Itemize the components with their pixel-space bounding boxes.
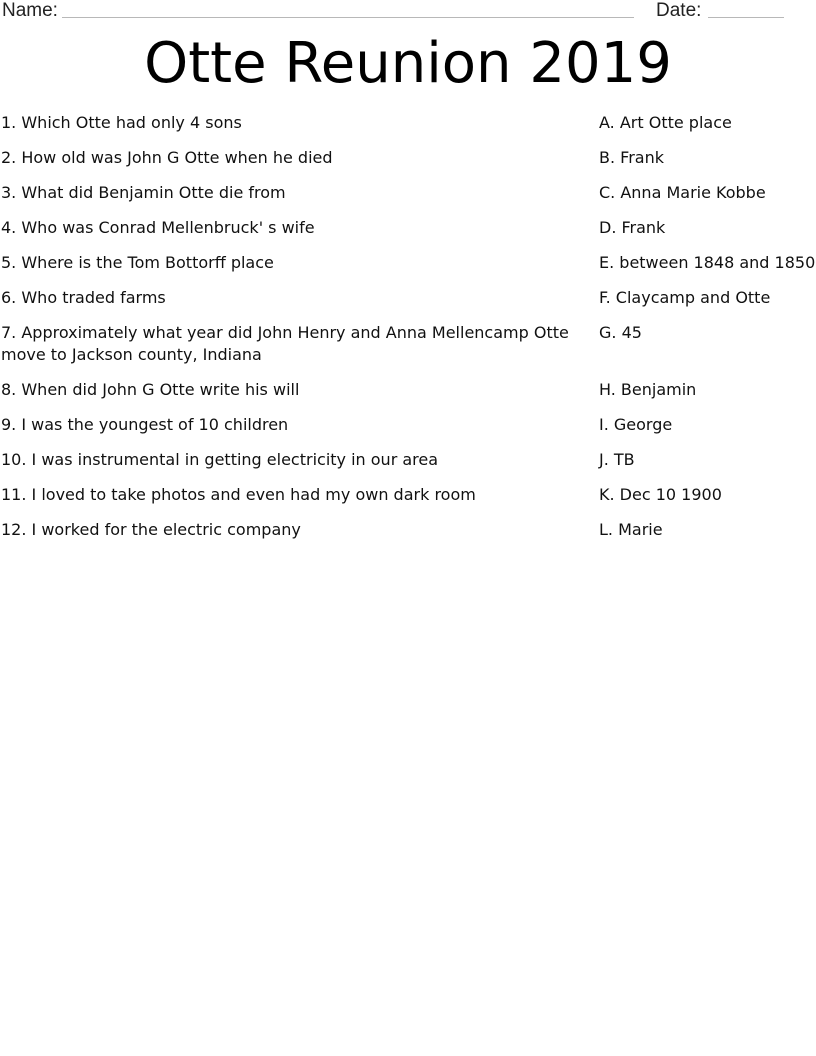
question-row-9	[0, 414, 816, 436]
question-text: 7. Approximately what year did John Henry and Anna Mellencamp Otte move to Jackson county, Indiana	[1, 323, 569, 364]
answer-choice: D. Frank	[599, 218, 666, 237]
question-text: 1. Which Otte had only 4 sons	[1, 113, 242, 132]
question-text: 3. What did Benjamin Otte die from	[1, 183, 286, 202]
matching-questions-list	[0, 112, 816, 554]
answer-choice: A. Art Otte place	[599, 113, 732, 132]
name-blank-line	[62, 17, 634, 18]
question-text: 4. Who was Conrad Mellenbruck' s wife	[1, 218, 315, 237]
question-text: 2. How old was John G Otte when he died	[1, 148, 333, 167]
question-row-11	[0, 484, 816, 506]
question-text: 11. I loved to take photos and even had my own dark room	[1, 485, 476, 504]
question-text: 6. Who traded farms	[1, 288, 166, 307]
answer-choice: J. TB	[599, 450, 635, 469]
date-label: Date:	[656, 0, 702, 21]
question-row-6	[0, 287, 816, 309]
question-row-3	[0, 182, 816, 204]
question-row-5	[0, 252, 816, 274]
question-row-10	[0, 449, 816, 471]
answer-choice: I. George	[599, 415, 673, 434]
date-blank-line	[708, 17, 784, 18]
question-text: 12. I worked for the electric company	[1, 520, 301, 539]
answer-choice: K. Dec 10 1900	[599, 485, 722, 504]
question-text: 5. Where is the Tom Bottorff place	[1, 253, 274, 272]
question-text: 9. I was the youngest of 10 children	[1, 415, 289, 434]
worksheet-header	[0, 0, 816, 24]
question-row-7	[0, 322, 816, 366]
answer-choice: C. Anna Marie Kobbe	[599, 183, 766, 202]
question-row-12	[0, 519, 816, 541]
name-label: Name:	[2, 0, 58, 21]
question-text: 10. I was instrumental in getting electricity in our area	[1, 450, 439, 469]
question-row-1	[0, 112, 816, 134]
question-text: 8. When did John G Otte write his will	[1, 380, 300, 399]
worksheet-title: Otte Reunion 2019	[144, 31, 672, 96]
question-row-4	[0, 217, 816, 239]
answer-choice: H. Benjamin	[599, 380, 697, 399]
answer-choice: F. Claycamp and Otte	[599, 288, 771, 307]
answer-choice: G. 45	[599, 323, 642, 342]
answer-choice: L. Marie	[599, 520, 663, 539]
question-row-2	[0, 147, 816, 169]
question-row-8	[0, 379, 816, 401]
answer-choice: B. Frank	[599, 148, 664, 167]
answer-choice: E. between 1848 and 1850	[599, 253, 816, 272]
